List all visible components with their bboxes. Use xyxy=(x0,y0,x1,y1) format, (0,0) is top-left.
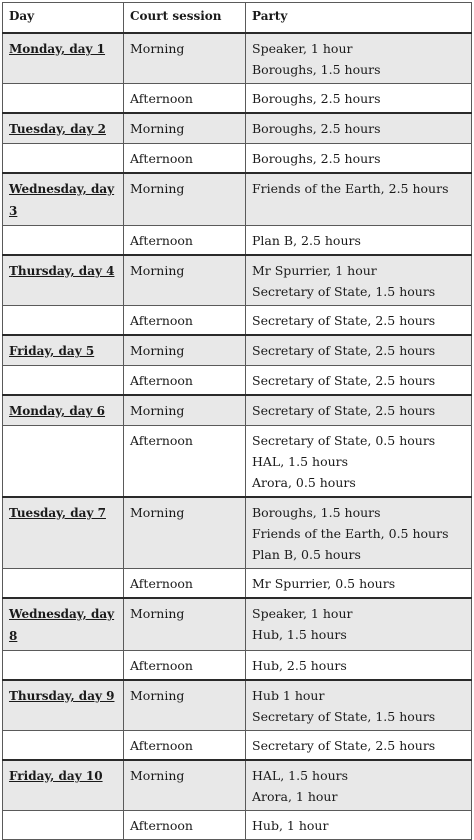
session-cell: Afternoon xyxy=(124,144,246,174)
session-cell: Morning xyxy=(124,497,246,569)
party-entry: Mr Spurrier, 1 hour xyxy=(252,263,377,278)
table-row xyxy=(3,84,472,114)
day-label: Friday, day 10 xyxy=(9,769,103,783)
party-cell xyxy=(246,335,472,366)
day-cell xyxy=(3,426,124,498)
day-cell xyxy=(3,173,124,226)
party-entry: Friends of the Earth, 2.5 hours xyxy=(252,181,449,196)
party-cell xyxy=(246,760,472,811)
party-entry: Boroughs, 1.5 hours xyxy=(252,62,381,77)
day-cell xyxy=(3,335,124,366)
party-cell xyxy=(246,497,472,569)
day-label: Thursday, day 9 xyxy=(9,689,115,703)
session-cell: Morning xyxy=(124,33,246,84)
session-cell: Morning xyxy=(124,598,246,651)
table-row xyxy=(3,33,472,84)
party-entry: Plan B, 0.5 hours xyxy=(252,547,361,562)
session-cell: Morning xyxy=(124,113,246,144)
party-entry: Plan B, 2.5 hours xyxy=(252,233,361,248)
party-cell xyxy=(246,33,472,84)
party-entry: Boroughs, 1.5 hours xyxy=(252,505,381,520)
party-entry: Arora, 1 hour xyxy=(252,789,338,804)
table-row xyxy=(3,731,472,761)
hearing-timetable xyxy=(2,2,472,840)
party-cell xyxy=(246,395,472,426)
table-row xyxy=(3,569,472,599)
table-row xyxy=(3,651,472,681)
session-cell: Morning xyxy=(124,760,246,811)
party-cell xyxy=(246,84,472,114)
day-cell xyxy=(3,760,124,811)
day-cell xyxy=(3,113,124,144)
session-cell: Afternoon xyxy=(124,84,246,114)
table-row xyxy=(3,426,472,498)
day-cell xyxy=(3,811,124,840)
party-entry: Boroughs, 2.5 hours xyxy=(252,91,381,106)
party-entry: Secretary of State, 2.5 hours xyxy=(252,343,436,358)
day-label: Friday, day 5 xyxy=(9,344,95,358)
day-cell xyxy=(3,144,124,174)
table-row xyxy=(3,113,472,144)
session-cell: Morning xyxy=(124,173,246,226)
table-row xyxy=(3,366,472,396)
day-cell xyxy=(3,651,124,681)
session-cell: Morning xyxy=(124,395,246,426)
party-cell xyxy=(246,113,472,144)
table-row xyxy=(3,598,472,651)
header-day: Day xyxy=(3,3,124,34)
day-label: Wednesday, day 8 xyxy=(9,607,115,643)
day-label: Wednesday, day 3 xyxy=(9,182,115,218)
party-cell xyxy=(246,426,472,498)
party-entry: Secretary of State, 0.5 hours xyxy=(252,433,436,448)
table-row xyxy=(3,306,472,336)
header-party: Party xyxy=(246,3,472,34)
session-cell: Afternoon xyxy=(124,366,246,396)
table-row xyxy=(3,144,472,174)
day-cell xyxy=(3,731,124,761)
party-cell xyxy=(246,569,472,599)
party-entry: Hub, 1.5 hours xyxy=(252,627,347,642)
day-cell xyxy=(3,598,124,651)
session-cell: Morning xyxy=(124,680,246,731)
party-entry: Hub, 2.5 hours xyxy=(252,658,347,673)
party-cell xyxy=(246,255,472,306)
day-cell xyxy=(3,680,124,731)
day-cell xyxy=(3,569,124,599)
party-cell xyxy=(246,144,472,174)
party-entry: Friends of the Earth, 0.5 hours xyxy=(252,526,449,541)
session-cell: Afternoon xyxy=(124,426,246,498)
party-entry: Hub, 1 hour xyxy=(252,818,329,833)
table-row xyxy=(3,811,472,840)
timetable-body xyxy=(3,33,472,840)
day-cell xyxy=(3,366,124,396)
party-cell xyxy=(246,598,472,651)
day-label: Tuesday, day 2 xyxy=(9,122,106,136)
table-row xyxy=(3,335,472,366)
day-label: Thursday, day 4 xyxy=(9,264,115,278)
party-entry: HAL, 1.5 hours xyxy=(252,768,349,783)
session-cell: Afternoon xyxy=(124,651,246,681)
day-label: Tuesday, day 7 xyxy=(9,506,106,520)
party-entry: Secretary of State, 2.5 hours xyxy=(252,738,436,753)
party-cell xyxy=(246,811,472,840)
party-entry: Speaker, 1 hour xyxy=(252,606,353,621)
day-cell xyxy=(3,255,124,306)
day-cell xyxy=(3,226,124,256)
day-label: Monday, day 6 xyxy=(9,404,106,418)
table-row xyxy=(3,760,472,811)
day-label: Monday, day 1 xyxy=(9,42,106,56)
party-entry: Secretary of State, 2.5 hours xyxy=(252,403,436,418)
day-cell xyxy=(3,33,124,84)
session-cell: Afternoon xyxy=(124,731,246,761)
party-cell xyxy=(246,306,472,336)
table-row xyxy=(3,226,472,256)
party-entry: Secretary of State, 1.5 hours xyxy=(252,709,436,724)
session-cell: Afternoon xyxy=(124,811,246,840)
session-cell: Afternoon xyxy=(124,306,246,336)
party-entry: Hub 1 hour xyxy=(252,688,325,703)
party-cell xyxy=(246,680,472,731)
party-entry: Boroughs, 2.5 hours xyxy=(252,121,381,136)
party-cell xyxy=(246,226,472,256)
day-cell xyxy=(3,306,124,336)
table-row xyxy=(3,680,472,731)
party-cell xyxy=(246,651,472,681)
header-row xyxy=(3,3,472,34)
session-cell: Morning xyxy=(124,255,246,306)
party-cell xyxy=(246,173,472,226)
party-cell xyxy=(246,731,472,761)
day-cell xyxy=(3,497,124,569)
session-cell: Afternoon xyxy=(124,226,246,256)
party-entry: Secretary of State, 1.5 hours xyxy=(252,284,436,299)
day-cell xyxy=(3,395,124,426)
party-entry: Arora, 0.5 hours xyxy=(252,475,356,490)
session-cell: Afternoon xyxy=(124,569,246,599)
table-row xyxy=(3,395,472,426)
table-row xyxy=(3,255,472,306)
party-entry: Secretary of State, 2.5 hours xyxy=(252,313,436,328)
day-cell xyxy=(3,84,124,114)
header-court-session: Court session xyxy=(124,3,246,34)
party-entry: HAL, 1.5 hours xyxy=(252,454,349,469)
party-entry: Speaker, 1 hour xyxy=(252,41,353,56)
table-row xyxy=(3,173,472,226)
party-entry: Boroughs, 2.5 hours xyxy=(252,151,381,166)
party-entry: Mr Spurrier, 0.5 hours xyxy=(252,576,396,591)
party-entry: Secretary of State, 2.5 hours xyxy=(252,373,436,388)
session-cell: Morning xyxy=(124,335,246,366)
party-cell xyxy=(246,366,472,396)
table-row xyxy=(3,497,472,569)
